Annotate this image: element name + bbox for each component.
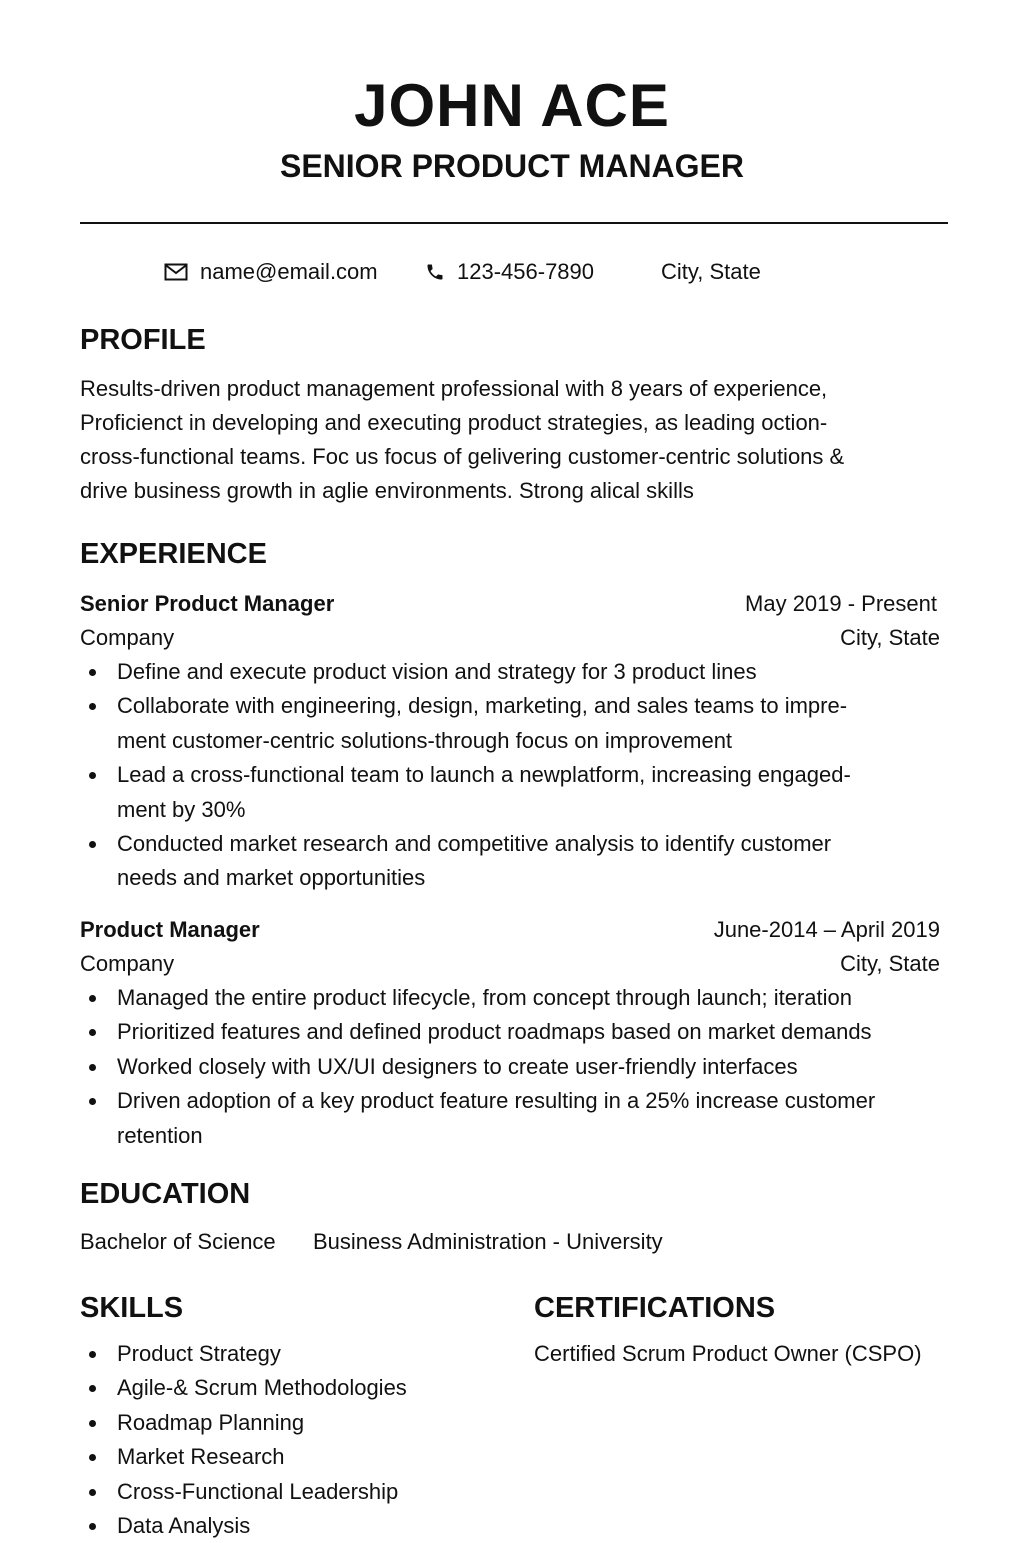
skill-item: Roadmap Planning [80,1406,500,1440]
list-item [80,758,950,827]
job-company-row [80,621,940,655]
contact-email-text: name@email.com [200,259,378,284]
job-location: City, State [840,625,940,650]
profile-line: Proficienct in developing and executing product strategies, as leading oction- [80,410,828,435]
skills-heading: SKILLS [80,1292,184,1324]
job-company-row [80,947,940,981]
job-bullets [80,655,950,896]
education-degree: Bachelor of Science [80,1229,276,1254]
list-item [80,1015,950,1049]
job-bullets [80,981,950,1153]
job-header [80,587,940,621]
profile-heading: PROFILE [80,324,206,356]
job-role: Senior Product Manager [80,591,335,616]
profile-summary [80,372,948,508]
job-header [80,913,940,947]
job-dates: June-2014 – April 2019 [713,917,940,942]
job-location: City, State [840,951,940,976]
list-item-line: retention [117,1122,203,1148]
skill-item: Cross-Functional Leadership [80,1475,500,1509]
list-item [80,655,950,689]
profile-line: Results-driven product management professional with 8 years of experience, [80,376,828,401]
header-divider [80,222,948,224]
list-item-line: Conducted market research and competitive analysis to identify customer [117,831,832,857]
contact-location [661,256,761,288]
job-company: Company [80,625,175,650]
skill-item: Product Strategy [80,1337,500,1371]
skills-list [80,1337,500,1543]
experience-heading: EXPERIENCE [80,538,267,570]
education-detail: Business Administration - University [313,1229,663,1254]
profile-line: drive business growth in aglie environments. Strong alical skills [80,478,694,503]
skill-item: Market Research [80,1440,500,1474]
list-item [80,1050,950,1084]
candidate-name: JOHN ACE [354,72,670,139]
job-dates: May 2019 - Present [745,591,937,616]
certifications-heading: CERTIFICATIONS [534,1292,776,1324]
list-item-line: Define and execute product vision and strategy for 3 product lines [117,659,757,684]
phone-icon [425,262,445,282]
list-item-line: Prioritized features and defined product roadmaps based on market demands [117,1019,872,1045]
list-item-line: ment customer-centric solutions-through focus on improvement [117,727,733,753]
list-item-line: Collaborate with engineering, design, marketing, and sales teams to impre- [117,693,848,719]
list-item [80,1084,950,1153]
contact-phone-text: 123-456-7890 [457,259,595,284]
skill-item: Data Analysis [80,1509,500,1543]
education-heading: EDUCATION [80,1178,251,1210]
skill-item: Agile-& Scrum Methodologies [80,1371,500,1405]
certification-item [534,1337,984,1371]
profile-line: cross-functional teams. Foc us focus of gelivering customer-centric solutions & [80,444,845,469]
list-item-line: Lead a cross-functional team to launch a newplatform, increasing engaged- [117,762,851,788]
job-role: Product Manager [80,917,260,942]
job-company: Company [80,951,175,976]
list-item-line: needs and market opportunities [117,865,426,891]
list-item [80,689,950,758]
contact-email[interactable] [164,256,378,288]
list-item-line: Worked closely with UX/UI designers to create user-friendly interfaces [117,1053,798,1079]
list-item-line: Driven adoption of a key product feature resulting in a 25% increase customer [117,1088,876,1114]
certification-name: Certified Scrum Product Owner (CSPO) [534,1341,922,1366]
contact-phone[interactable] [425,256,594,288]
candidate-title: SENIOR PRODUCT MANAGER [279,148,744,184]
list-item-line: ment by 30% [117,796,246,822]
list-item-line: Managed the entire product lifecycle, from concept through launch; iteration [117,985,852,1010]
list-item [80,981,950,1015]
list-item [80,827,950,896]
contact-location-text: City, State [661,259,761,284]
envelope-icon [164,263,188,281]
education-entry [80,1225,940,1259]
